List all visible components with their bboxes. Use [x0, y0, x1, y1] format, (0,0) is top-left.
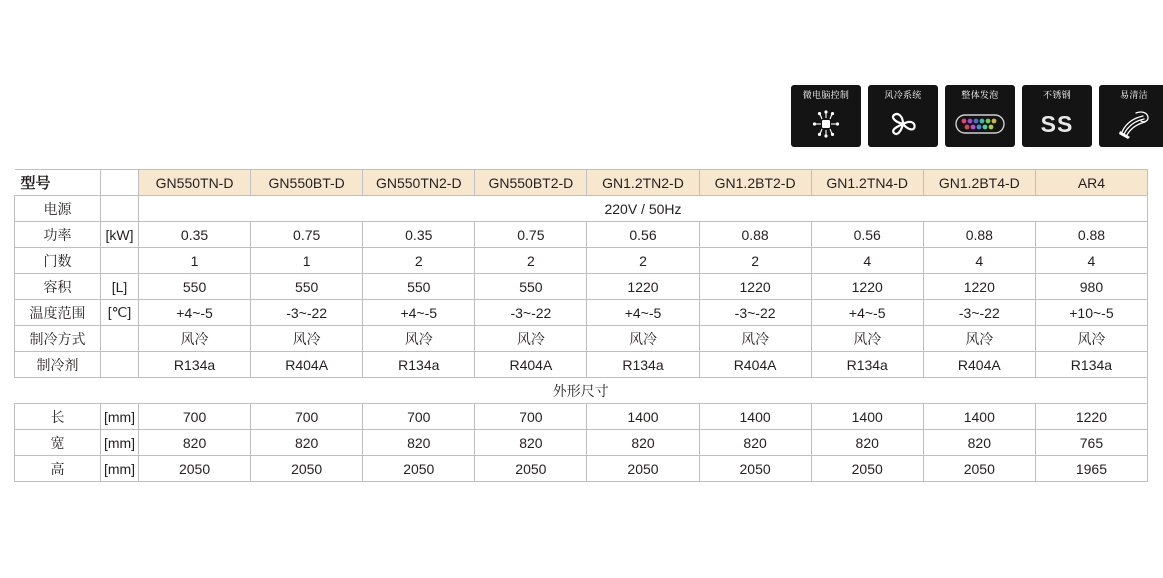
cell-refrigerant-0: R134a [139, 352, 251, 378]
table-section-row [15, 378, 1148, 404]
header-model-2: GN550TN2-D [363, 170, 475, 196]
cell-cooling-7: 风冷 [923, 326, 1035, 352]
row-unit-power-supply [101, 196, 139, 222]
badge-label: 整体发泡 [961, 90, 999, 100]
cell-length-7: 1400 [923, 404, 1035, 430]
table-row [15, 248, 1148, 274]
cell-capacity-6: 1220 [811, 274, 923, 300]
header-model-3: GN550BT2-D [475, 170, 587, 196]
cell-doors-7: 4 [923, 248, 1035, 274]
cell-width-1: 820 [251, 430, 363, 456]
cell-doors-5: 2 [699, 248, 811, 274]
cell-capacity-4: 1220 [587, 274, 699, 300]
section-label-dimensions: 外形尺寸 [15, 378, 1148, 404]
cell-power-7: 0.88 [923, 222, 1035, 248]
cell-height-7: 2050 [923, 456, 1035, 482]
header-model-label: 型号 [15, 170, 101, 196]
cell-height-2: 2050 [363, 456, 475, 482]
table-row [15, 222, 1148, 248]
cell-capacity-5: 1220 [699, 274, 811, 300]
cell-capacity-1: 550 [251, 274, 363, 300]
cell-refrigerant-5: R404A [699, 352, 811, 378]
cell-doors-8: 4 [1035, 248, 1147, 274]
cell-width-0: 820 [139, 430, 251, 456]
row-unit-cooling-method [101, 326, 139, 352]
cell-refrigerant-6: R134a [811, 352, 923, 378]
cell-power-1: 0.75 [251, 222, 363, 248]
cell-height-1: 2050 [251, 456, 363, 482]
row-unit-capacity: [L] [101, 274, 139, 300]
row-label-power: 功率 [15, 222, 101, 248]
cell-doors-4: 2 [587, 248, 699, 274]
cell-power-3: 0.75 [475, 222, 587, 248]
badge-label: 易清洁 [1120, 90, 1148, 100]
row-unit-refrigerant [101, 352, 139, 378]
cell-capacity-7: 1220 [923, 274, 1035, 300]
fan-cooling-icon [868, 101, 938, 147]
cell-temp-6: +4~-5 [811, 300, 923, 326]
badge-microcomputer-control [791, 85, 861, 147]
cell-temp-8: +10~-5 [1035, 300, 1147, 326]
cell-width-5: 820 [699, 430, 811, 456]
badge-foam-insulation [945, 85, 1015, 147]
cell-temp-2: +4~-5 [363, 300, 475, 326]
header-model-1: GN550BT-D [251, 170, 363, 196]
cell-power-4: 0.56 [587, 222, 699, 248]
cell-cooling-4: 风冷 [587, 326, 699, 352]
cell-cooling-1: 风冷 [251, 326, 363, 352]
foam-insulation-icon [945, 101, 1015, 147]
row-label-width: 宽 [15, 430, 101, 456]
specification-table [14, 169, 1148, 482]
row-label-height: 高 [15, 456, 101, 482]
cell-capacity-8: 980 [1035, 274, 1147, 300]
easy-clean-icon [1099, 101, 1163, 147]
cell-temp-0: +4~-5 [139, 300, 251, 326]
cell-width-8: 765 [1035, 430, 1147, 456]
header-unit-blank [101, 170, 139, 196]
row-unit-length: [mm] [101, 404, 139, 430]
cell-cooling-2: 风冷 [363, 326, 475, 352]
row-unit-doors [101, 248, 139, 274]
cell-height-4: 2050 [587, 456, 699, 482]
cell-length-4: 1400 [587, 404, 699, 430]
cell-temp-4: +4~-5 [587, 300, 699, 326]
cell-power-5: 0.88 [699, 222, 811, 248]
badge-label: 微电脑控制 [802, 90, 850, 100]
cell-length-8: 1220 [1035, 404, 1147, 430]
table-row [15, 300, 1148, 326]
cell-refrigerant-8: R134a [1035, 352, 1147, 378]
cell-doors-2: 2 [363, 248, 475, 274]
cell-height-5: 2050 [699, 456, 811, 482]
row-unit-temperature-range: [℃] [101, 300, 139, 326]
stainless-steel-text: SS [1040, 110, 1074, 137]
cell-power-6: 0.56 [811, 222, 923, 248]
cell-width-3: 820 [475, 430, 587, 456]
row-label-length: 长 [15, 404, 101, 430]
table-row [15, 352, 1148, 378]
row-label-temperature-range: 温度范围 [15, 300, 101, 326]
cell-doors-1: 1 [251, 248, 363, 274]
cell-capacity-3: 550 [475, 274, 587, 300]
cell-cooling-0: 风冷 [139, 326, 251, 352]
cell-length-6: 1400 [811, 404, 923, 430]
row-unit-height: [mm] [101, 456, 139, 482]
table-header-row [15, 170, 1148, 196]
cell-refrigerant-3: R404A [475, 352, 587, 378]
cell-capacity-2: 550 [363, 274, 475, 300]
table-row [15, 404, 1148, 430]
cell-cooling-5: 风冷 [699, 326, 811, 352]
cell-refrigerant-1: R404A [251, 352, 363, 378]
cell-power-0: 0.35 [139, 222, 251, 248]
badge-label: 不锈钢 [1043, 90, 1071, 100]
stainless-steel-icon [1022, 101, 1092, 147]
cell-capacity-0: 550 [139, 274, 251, 300]
cell-temp-3: -3~-22 [475, 300, 587, 326]
table-row [15, 456, 1148, 482]
cell-width-2: 820 [363, 430, 475, 456]
cell-doors-3: 2 [475, 248, 587, 274]
cell-height-0: 2050 [139, 456, 251, 482]
row-label-capacity: 容积 [15, 274, 101, 300]
header-model-8: AR4 [1035, 170, 1147, 196]
header-model-4: GN1.2TN2-D [587, 170, 699, 196]
cell-refrigerant-4: R134a [587, 352, 699, 378]
table-row [15, 274, 1148, 300]
cell-cooling-3: 风冷 [475, 326, 587, 352]
row-label-power-supply: 电源 [15, 196, 101, 222]
badge-label: 风冷系统 [884, 90, 922, 100]
cell-temp-5: -3~-22 [699, 300, 811, 326]
table-row [15, 196, 1148, 222]
cell-length-2: 700 [363, 404, 475, 430]
cell-refrigerant-7: R404A [923, 352, 1035, 378]
cell-length-3: 700 [475, 404, 587, 430]
row-label-cooling-method: 制冷方式 [15, 326, 101, 352]
cell-power-8: 0.88 [1035, 222, 1147, 248]
badge-easy-clean [1099, 85, 1163, 147]
cell-power-2: 0.35 [363, 222, 475, 248]
cell-length-0: 700 [139, 404, 251, 430]
cell-doors-6: 4 [811, 248, 923, 274]
header-model-6: GN1.2TN4-D [811, 170, 923, 196]
row-unit-power: [kW] [101, 222, 139, 248]
cell-height-8: 1965 [1035, 456, 1147, 482]
cell-length-5: 1400 [699, 404, 811, 430]
cell-width-6: 820 [811, 430, 923, 456]
row-label-refrigerant: 制冷剂 [15, 352, 101, 378]
cell-refrigerant-2: R134a [363, 352, 475, 378]
cell-width-7: 820 [923, 430, 1035, 456]
row-label-doors: 门数 [15, 248, 101, 274]
cell-height-3: 2050 [475, 456, 587, 482]
cell-doors-0: 1 [139, 248, 251, 274]
table-row [15, 430, 1148, 456]
feature-badge-list [791, 85, 1163, 147]
header-model-0: GN550TN-D [139, 170, 251, 196]
microcomputer-control-icon [791, 101, 861, 147]
header-model-7: GN1.2BT4-D [923, 170, 1035, 196]
cell-height-6: 2050 [811, 456, 923, 482]
badge-stainless-steel [1022, 85, 1092, 147]
badge-fan-cooling [868, 85, 938, 147]
cell-length-1: 700 [251, 404, 363, 430]
table-row [15, 326, 1148, 352]
cell-cooling-8: 风冷 [1035, 326, 1147, 352]
cell-cooling-6: 风冷 [811, 326, 923, 352]
cell-temp-1: -3~-22 [251, 300, 363, 326]
cell-temp-7: -3~-22 [923, 300, 1035, 326]
row-value-power-supply: 220V / 50Hz [139, 196, 1148, 222]
row-unit-width: [mm] [101, 430, 139, 456]
cell-width-4: 820 [587, 430, 699, 456]
header-model-5: GN1.2BT2-D [699, 170, 811, 196]
